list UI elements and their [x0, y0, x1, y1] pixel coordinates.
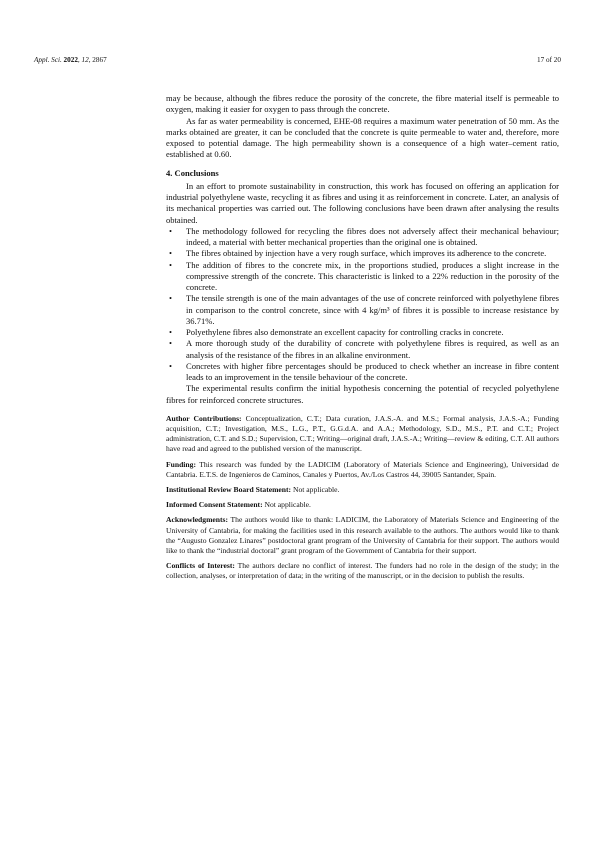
label: Conflicts of Interest: — [166, 561, 235, 571]
irb-statement — [166, 485, 559, 495]
list-item: • The tensile strength is one of the main advantages of the use of concrete reinforced with polyethylene fibres in comparison to the control concrete, since with 4 kg/m³ of fibres it is possible to increase resistance by 36.71%. — [166, 293, 559, 327]
text: The authors would like to thank: LADICIM, the Laboratory of Materials Science and Engineering of the University of Cantabria, for making the facilities used in this research available to the authors. The authors would like to thank the “Augusto Gonzalez Linares” postdoctoral grant program of the University of Cantabria for their support. The authors would like to thank the “industrial doctoral” grant program of the Government of Cantabria for their support. — [166, 515, 559, 555]
funding — [166, 460, 559, 480]
paragraph: In an effort to promote sustainability in construction, this work has focused on offering an application for industrial polyethylene waste, recycling it as fibres and using it as reinforcement in concrete. Later, an analysis of its mechanical properties was carried out. The following conclusions have been drawn after analysing the results obtained. — [166, 180, 559, 225]
journal-volume: 12 — [81, 56, 89, 64]
paragraph: As far as water permeability is concerned, EHE-08 requires a maximum water penetration of 50 mm. As the marks obtained are greater, it can be concluded that the concrete is quite permeable to water and, therefore, more exposed to potential damage. The high permeability shown is a consequence of a high water–cement ratio, established at 0.60. — [166, 115, 559, 160]
list-item: • The methodology followed for recycling the fibres does not adversely affect their mechanical behaviour; indeed, a material with better mechanical properties than the original one is obtained. — [166, 226, 559, 249]
text: The authors declare no conflict of interest. The funders had no role in the design of the study; in the collection, analyses, or interpretation of data; in the writing of the manuscript, or in the decision to publish the results. — [166, 561, 559, 581]
page-number: 17 of 20 — [537, 56, 561, 64]
list-item: • Polyethylene fibres also demonstrate an excellent capacity for controlling cracks in concrete. — [166, 327, 559, 338]
journal-year: 2022 — [63, 56, 78, 64]
author-contributions — [166, 414, 559, 455]
label: Acknowledgments: — [166, 515, 229, 525]
main-text — [166, 93, 559, 587]
article-number: 2867 — [92, 56, 107, 64]
list-item: • The fibres obtained by injection have a very rough surface, which improves its adherence to the concrete. — [166, 248, 559, 259]
label: Author Contributions: — [166, 413, 242, 423]
conclusions-list — [166, 226, 559, 384]
label: Informed Consent Statement: — [166, 500, 263, 510]
paragraph: The experimental results confirm the initial hypothesis concerning the potential of recycled polyethylene fibres for reinforced concrete structures. — [166, 383, 559, 405]
back-matter — [166, 414, 559, 582]
list-item: • Concretes with higher fibre percentages should be produced to check whether an increase in fibre content leads to an improvement in the tensile behaviour of the concrete. — [166, 361, 559, 384]
consent-statement — [166, 500, 559, 510]
list-item: • A more thorough study of the durability of concrete with polyethylene fibres is required, as well as an analysis of the resistance of the fibres in an alkaline environment. — [166, 338, 559, 361]
section-heading: 4. Conclusions — [166, 167, 219, 178]
text: Not applicable. — [292, 484, 340, 494]
conflicts-of-interest — [166, 561, 559, 581]
text: Conceptualization, C.T.; Data curation, J.A.S.-A. and M.S.; Formal analysis, J.A.S.-A.; Funding acquisition, C.T.; Investigation, M.S., L.G., P.T., G.G.d.A. and A.A.; Methodology, S.D., M.S., P.T. and C.T.; Project administration, C.T. and S.D.; Supervision, C.T.; Writing—original draft, J.A.S.-A.; Writing—review & editing, C.T. All authors have read and agreed to the published version of the manuscript. — [166, 413, 559, 454]
label: Institutional Review Board Statement: — [166, 484, 292, 494]
text: This research was funded by the LADICIM (Laboratory of Materials Science and Engineering), Universidad de Cantabria. E.T.S. de Ingenieros de Caminos, Canales y Puertos, Av./Los Castros 44, 39005 Santander, Spain. — [166, 459, 559, 479]
paragraph: may be because, although the fibres reduce the porosity of the concrete, the fibre material itself is permeable to oxygen, making it easier for oxygen to pass through the concrete. — [166, 93, 559, 115]
journal-name: Appl. Sci. — [34, 56, 62, 64]
acknowledgments — [166, 515, 559, 556]
label: Funding: — [166, 459, 196, 469]
list-item: • The addition of fibres to the concrete mix, in the proportions studied, produces a slight increase in the compressive strength of the concrete. This characteristic is linked to a 22% reduction in the porosity of the concrete. — [166, 260, 559, 294]
text: Not applicable. — [264, 500, 311, 510]
running-header-citation: Appl. Sci. 2022, 12, 2867 — [34, 56, 107, 64]
